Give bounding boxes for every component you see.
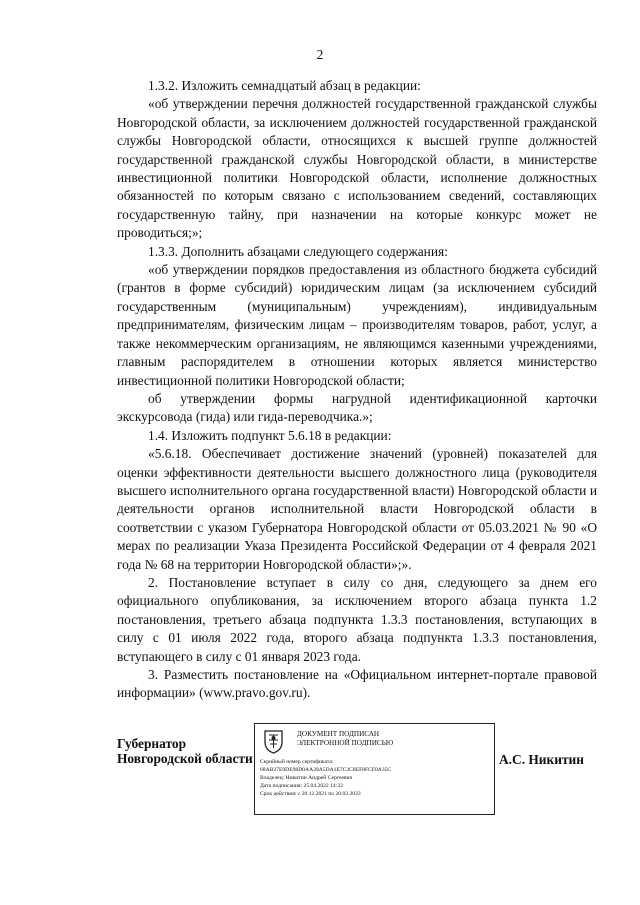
- paragraph: 1.3.3. Дополнить абзацами следующего содержания:: [148, 243, 448, 259]
- signed-date: Дата подписания: 25.04.2022 14:32: [260, 783, 343, 789]
- paragraph: «об утверждении порядков предоставления из областного бюджета субсидий (грантов в форме субсидий) юридическим лицам (за исключением субсидий государственным (муниципальным) учреждениям), индивидуальным предпринимателям, физическим лицам – производителям товаров, работ, услуг, а также некоммерческим организациям, не являющимся казенными учреждениями, главным распорядителем в отношении которых является министерство инвестиционной политики Новгородской области;: [117, 262, 597, 388]
- stamp-heading-line: ЭЛЕКТРОННОЙ ПОДПИСЬЮ: [297, 739, 394, 747]
- stamp-heading: [297, 730, 477, 748]
- signatory-position: [117, 736, 253, 766]
- paragraph: об утверждении формы нагрудной идентификационной карточки экскурсовода (гида) или гида-переводчика.»;: [117, 390, 597, 425]
- cert-validity: Срок действия: с 20.12.2021 по 20.03.2023: [260, 791, 361, 797]
- paragraph: «об утверждении перечня должностей государственной гражданской службы Новгородской области, за исключением должностей государственной гражданской службы Новгородской области, относящихся к высшей группе должностей государственной гражданской службы Новгородской области, в министерстве инвестиционной политики Новгородской области, исполнение должностных обязанностей по которым связано с использованием сведений, составляющих государственную тайну, при назначении на которые конкурс может не проводиться;»;: [117, 96, 597, 241]
- cert-number: 68AB27E9DE98D0AA39A5DA1E7C2C8EF8FCF0A35C: [260, 767, 392, 773]
- paragraph: 1.4. Изложить подпункт 5.6.18 в редакции:: [148, 427, 392, 443]
- paragraph: «5.6.18. Обеспечивает достижение значений (уровней) показателей для оценки эффективности деятельности высшего должностного лица (руководителя высшего исполнительного органа государственной власти) Новгородской области и деятельности органов исполнительной власти Новгородской области в соответствии с указом Губернатора Новгородской области от 05.03.2021 № 90 «О мерах по реализации Указа Президента Российской Федерации от 4 февраля 2021 года № 68 на территории Новгородской области»;».: [117, 446, 597, 572]
- page-number: 2: [316, 47, 324, 62]
- coat-of-arms-icon: [260, 728, 287, 755]
- cert-label: Серийный номер сертификата:: [260, 759, 334, 765]
- stamp-details: [260, 758, 494, 798]
- paragraph: 2. Постановление вступает в силу со дня, следующего за днем его официального опубликования, за исключением второго абзаца пункта 1.2 постановления, третьего абзаца подпункта 1.3.3 постановления, вступающих в силу с 01 июля 2022 года, второго абзаца подпункта 1.3.3 постановления, вступающего в силу с 01 января 2023 года.: [117, 574, 597, 664]
- paragraph: 1.3.2. Изложить семнадцатый абзац в редакции:: [148, 78, 421, 93]
- electronic-signature-stamp: [254, 723, 495, 815]
- signatory-name: А.С. Никитин: [499, 752, 584, 767]
- position-line: Новгородской области: [117, 751, 253, 766]
- stamp-heading-line: ДОКУМЕНТ ПОДПИСАН: [297, 730, 380, 738]
- document-body: [117, 77, 597, 703]
- position-line: Губернатор: [117, 736, 187, 751]
- paragraph: 3. Разместить постановление на «Официальном интернет-портале правовой информации» (www.pravo.gov.ru).: [117, 667, 597, 701]
- cert-owner: Владелец: Никитин Андрей Сергеевич: [260, 775, 353, 781]
